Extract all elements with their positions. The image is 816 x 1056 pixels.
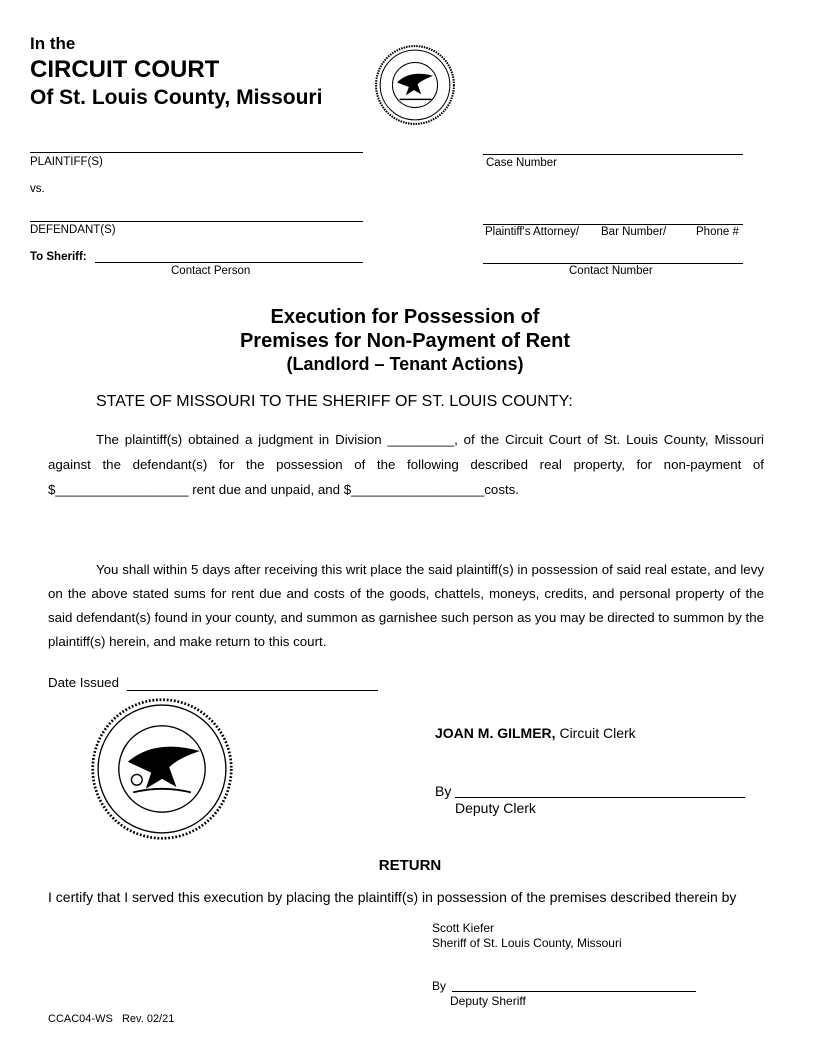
attorney-label: Plaintiff's Attorney/ (485, 226, 580, 238)
bar-number-label: Bar Number/ (601, 226, 667, 238)
clerk-signature-line[interactable] (455, 797, 745, 798)
form-revision: Rev. 02/21 (121, 1013, 175, 1025)
defendant-label: DEFENDANT(S) (30, 224, 116, 236)
judgment-paragraph-text: The plaintiff(s) obtained a judgment in Division _________, of the Circuit Court of St. Louis County, Missouri against the defendant(s) for the possession of the following described real property, for non-payment of $__________________ rent due and unpaid, and $__________________costs. (48, 432, 764, 497)
attorney-line[interactable] (483, 224, 743, 225)
defendant-line[interactable] (30, 221, 363, 222)
certify-text: I certify that I served this execution by placing the plaintiff(s) in possession of the premises described therein by (48, 889, 737, 905)
deputy-clerk-label: Deputy Clerk (455, 800, 536, 816)
case-number-line[interactable] (483, 154, 743, 155)
plaintiff-line[interactable] (30, 152, 363, 153)
to-sheriff-label: To Sheriff: (30, 251, 87, 263)
case-number-label: Case Number (486, 157, 557, 169)
phone-label: Phone # (696, 226, 739, 238)
form-id: CCAC04-WS (48, 1013, 113, 1025)
court-seal-small-icon (374, 44, 456, 126)
clerk-by-label: By (435, 783, 452, 799)
return-heading: RETURN (378, 857, 442, 874)
date-issued-line[interactable] (127, 690, 378, 691)
judgment-paragraph (48, 427, 764, 502)
clerk-title: Circuit Clerk (559, 725, 636, 741)
sheriff-name: Scott Kiefer (432, 921, 495, 935)
court-seal-large-icon (90, 697, 234, 841)
contact-person-label: Contact Person (171, 265, 251, 277)
clerk-name: JOAN M. GILMER, (435, 725, 556, 741)
court-header-line1: In the (30, 34, 76, 53)
writ-paragraph-text: You shall within 5 days after receiving this writ place the said plaintiff(s) in possession of said real estate, and levy on the above stated sums for rent due and costs of the goods, chattels, moneys, credits, and personal property of the said defendant(s) found in your county, and summon as garnishee such person as you may be directed to summon by the plaintiff(s) herein, and make return to this court. (48, 562, 764, 649)
deputy-sheriff-label: Deputy Sheriff (450, 994, 526, 1008)
court-header-line3: Of St. Louis County, Missouri (30, 86, 323, 109)
form-footer (48, 1013, 174, 1025)
plaintiff-label: PLAINTIFF(S) (30, 156, 103, 168)
court-header-line2: CIRCUIT COURT (30, 56, 220, 83)
title-line1: Execution for Possession of (270, 306, 540, 328)
title-line2: Premises for Non-Payment of Rent (239, 330, 571, 352)
writ-paragraph (48, 558, 764, 654)
contact-number-label: Contact Number (569, 265, 653, 277)
title-line3: (Landlord – Tenant Actions) (286, 354, 524, 374)
clerk-signature-block (435, 725, 636, 741)
address-line: STATE OF MISSOURI TO THE SHERIFF OF ST. LOUIS COUNTY: (96, 393, 573, 410)
date-issued-label: Date Issued (48, 675, 119, 690)
vs-label: vs. (30, 183, 45, 195)
contact-person-line[interactable] (95, 262, 363, 263)
sheriff-by-label: By (432, 979, 447, 993)
sheriff-signature-line[interactable] (452, 991, 696, 992)
sheriff-title: Sheriff of St. Louis County, Missouri (432, 936, 622, 950)
contact-number-line[interactable] (483, 263, 743, 264)
